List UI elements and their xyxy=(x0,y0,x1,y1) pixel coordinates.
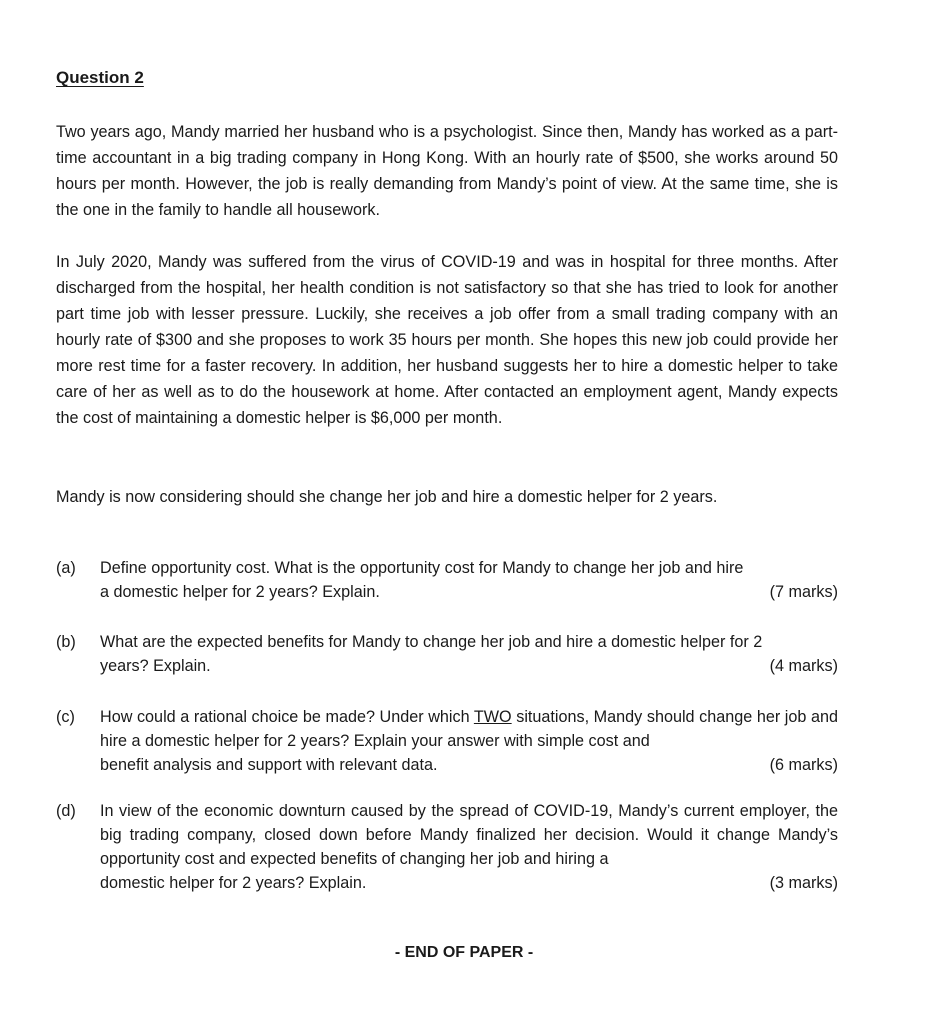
question-text: What are the expected benefits for Mandy to change her job and hire a domestic helper for 2 xyxy=(100,633,763,651)
question-marks: (4 marks) xyxy=(769,657,838,675)
question-a xyxy=(56,556,838,604)
question-text-part: How could a rational choice be made? Under which xyxy=(100,708,474,726)
question-marks: (6 marks) xyxy=(769,756,838,774)
question-text-end: years? Explain. xyxy=(100,657,211,675)
question-text-end: benefit analysis and support with relevant data. xyxy=(100,756,438,774)
question-c xyxy=(56,705,838,777)
question-d xyxy=(56,799,838,895)
question-b xyxy=(56,630,838,678)
question-text xyxy=(100,705,838,753)
question-text: In view of the economic downturn caused by the spread of COVID-19, Mandy’s current employer, the big trading company, closed down before Mandy finalized her decision. Would it change Mandy’s opportunity cost and expected benefits of changing her job and hiring a xyxy=(100,802,838,868)
question-marks: (3 marks) xyxy=(769,874,838,892)
question-text: Define opportunity cost. What is the opportunity cost for Mandy to change her job and hire xyxy=(100,559,744,577)
question-label: (d) xyxy=(56,802,76,820)
question-text-part: situations, Mandy should change her job and hire a domestic helper for 2 years? Explain your answer with simple cost and xyxy=(100,708,838,750)
question-text-end: domestic helper for 2 years? Explain. xyxy=(100,874,367,892)
question-title: Question 2 xyxy=(56,68,144,87)
question-label: (b) xyxy=(56,633,76,651)
paragraph-situation: In July 2020, Mandy was suffered from the virus of COVID-19 and was in hospital for three months. After discharged from the hospital, her health condition is not satisfactory so that she has tried to look for another part time job with lesser pressure. Luckily, she receives a job offer from a small trading company with an hourly rate of $300 and she proposes to work 35 hours per month. She hopes this new job could provide her more rest time for a faster recovery. In addition, her husband suggests her to hire a domestic helper to take care of her as well as to do the housework at home. After contacted an employment agent, Mandy expects the cost of maintaining a domestic helper is $6,000 per month. xyxy=(56,253,838,427)
end-of-paper: - END OF PAPER - xyxy=(394,944,534,961)
paragraph-decision: Mandy is now considering should she change her job and hire a domestic helper for 2 years. xyxy=(56,488,718,506)
question-marks: (7 marks) xyxy=(769,583,838,601)
question-text-end: a domestic helper for 2 years? Explain. xyxy=(100,583,380,601)
paragraph-background: Two years ago, Mandy married her husband who is a psychologist. Since then, Mandy has worked as a part-time accountant in a big trading company in Hong Kong. With an hourly rate of $500, she works around 50 hours per month. However, the job is really demanding from Mandy’s point of view. At the same time, she is the one in the family to handle all housework. xyxy=(56,123,838,219)
question-label: (a) xyxy=(56,559,76,577)
question-label: (c) xyxy=(56,708,75,726)
emphasis-two: TWO xyxy=(473,708,512,726)
